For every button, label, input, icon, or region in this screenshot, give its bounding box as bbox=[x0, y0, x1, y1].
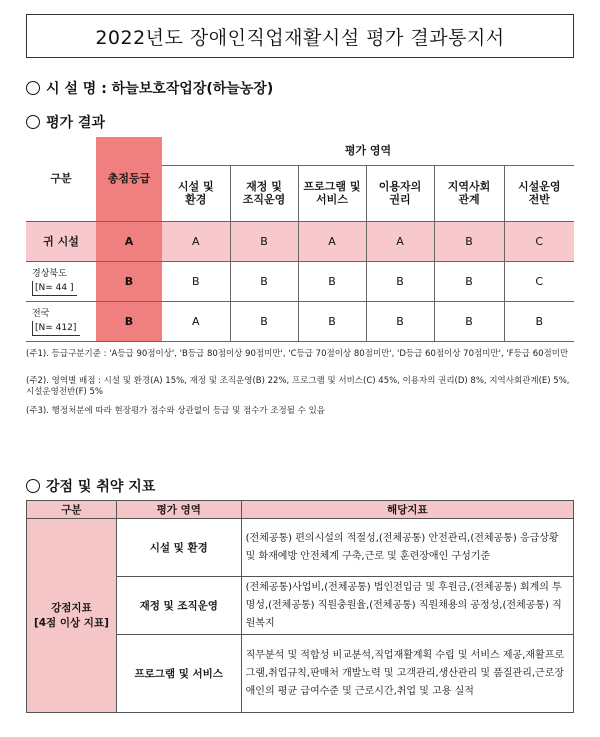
table-row-province bbox=[26, 261, 574, 301]
grade-cell: B bbox=[504, 301, 574, 341]
area-header-cell: 이용자의 권리 bbox=[366, 165, 434, 221]
area-header-cell: 시설운영 전반 bbox=[504, 165, 574, 221]
indicator-cell: (전체공통)사업비,(전체공통) 법인전입금 및 후원금,(전체공통) 회계의 투명성,(전체공통) 직원충원율,(전체공통) 직원채용의 공정성,(전체공통) 직원복지 bbox=[241, 577, 573, 635]
row-label bbox=[26, 301, 96, 341]
evaluation-result-table bbox=[26, 137, 574, 342]
area-cell: 프로그램 및 서비스 bbox=[116, 635, 241, 713]
grade-cell: B bbox=[162, 261, 230, 301]
strength-weakness-table bbox=[26, 500, 574, 713]
area-group-header: 평가 영역 bbox=[162, 137, 574, 165]
eval-section-title: 평가 결과 bbox=[46, 115, 105, 131]
row-label bbox=[26, 221, 96, 261]
total-grade-cell: B bbox=[96, 261, 162, 301]
row-sample-size: [N= 44 ] bbox=[32, 281, 77, 296]
facility-heading bbox=[26, 78, 273, 98]
area-header-cell: 프로그램 및 서비스 bbox=[298, 165, 366, 221]
indicator-cell: 직무분석 및 적합성 비교분석,직업재활계획 수립 및 서비스 제공,재활프로그램,취업규칙,판매처 개발노력 및 고객관리,생산관리 및 품질관리,근로장애인의 평균 급여수준 및 근로시간,취업 및 고용 실적 bbox=[241, 635, 573, 713]
grade-cell: A bbox=[298, 221, 366, 261]
document-title-box bbox=[26, 14, 574, 58]
grade-cell: C bbox=[504, 221, 574, 261]
grade-cell: B bbox=[366, 261, 434, 301]
area-header-cell: 지역사회 관계 bbox=[434, 165, 504, 221]
row-name: 경상북도 bbox=[32, 268, 67, 279]
grade-cell: B bbox=[230, 301, 298, 341]
col-group-header: 구분 bbox=[26, 137, 96, 221]
grade-cell: B bbox=[434, 261, 504, 301]
header-indicators: 해당지표 bbox=[241, 501, 573, 519]
circle-bullet-icon bbox=[26, 81, 40, 95]
row-name: 전국 bbox=[32, 308, 50, 319]
facility-label: 시 설 명 : bbox=[46, 81, 107, 97]
grade-cell: B bbox=[366, 301, 434, 341]
circle-bullet-icon bbox=[26, 479, 40, 493]
area-header-cell: 시설 및 환경 bbox=[162, 165, 230, 221]
grade-cell: B bbox=[434, 301, 504, 341]
row-label bbox=[26, 261, 96, 301]
row-sample-size: [N= 412] bbox=[32, 321, 80, 336]
note-2: (주2). 영역별 배점 : 시설 및 환경(A) 15%, 재정 및 조직운영(B) 22%, 프로그램 및 서비스(C) 45%, 이용자의 권리(D) 8%, 지역사회관계(E) 5%, 시설운영전반(F) 5% bbox=[26, 376, 570, 397]
indicator-cell: (전체공통) 편의시설의 적절성,(전체공통) 안전관리,(전체공통) 응급상황 및 화재예방 안전체계 구축,근로 및 훈련장애인 구성기준 bbox=[241, 519, 573, 577]
row-name: 귀 시설 bbox=[43, 234, 79, 248]
total-grade-cell: A bbox=[96, 221, 162, 261]
facility-name: 하늘보호작업장(하늘농장) bbox=[111, 81, 274, 97]
grade-cell: B bbox=[298, 261, 366, 301]
eval-heading bbox=[26, 112, 105, 132]
area-cell: 시설 및 환경 bbox=[116, 519, 241, 577]
grade-cell: B bbox=[230, 221, 298, 261]
col-total-header: 총점등급 bbox=[96, 137, 162, 221]
document-title: 2022년도 장애인직업재활시설 평가 결과통지서 bbox=[95, 26, 505, 49]
table-row-facility bbox=[26, 221, 574, 261]
area-header-cell: 재정 및 조직운영 bbox=[230, 165, 298, 221]
circle-bullet-icon bbox=[26, 115, 40, 129]
strength-section-title: 강점 및 취약 지표 bbox=[46, 479, 156, 495]
grade-cell: C bbox=[504, 261, 574, 301]
grade-cell: A bbox=[162, 301, 230, 341]
table-row-national bbox=[26, 301, 574, 341]
note-3: (주3). 행정처분에 따라 현장평가 점수와 상관없이 등급 및 점수가 조정될 수 있음 bbox=[26, 406, 326, 416]
strength-category: 강점지표 [4점 이상 지표] bbox=[27, 519, 117, 713]
header-category: 구분 bbox=[27, 501, 117, 519]
header-area: 평가 영역 bbox=[116, 501, 241, 519]
grade-cell: B bbox=[434, 221, 504, 261]
note-1: (주1). 등급구분기준 : 'A등급 90점이상', 'B등급 80점이상 90점미만', 'C등급 70점이상 80점미만', 'D등급 60점이상 70점미만', 'F등급 60점미만 bbox=[26, 349, 569, 359]
grade-cell: A bbox=[366, 221, 434, 261]
strength-heading bbox=[26, 476, 155, 496]
grade-cell: A bbox=[162, 221, 230, 261]
total-grade-cell: B bbox=[96, 301, 162, 341]
grade-cell: B bbox=[230, 261, 298, 301]
area-cell: 재정 및 조직운영 bbox=[116, 577, 241, 635]
grade-cell: B bbox=[298, 301, 366, 341]
